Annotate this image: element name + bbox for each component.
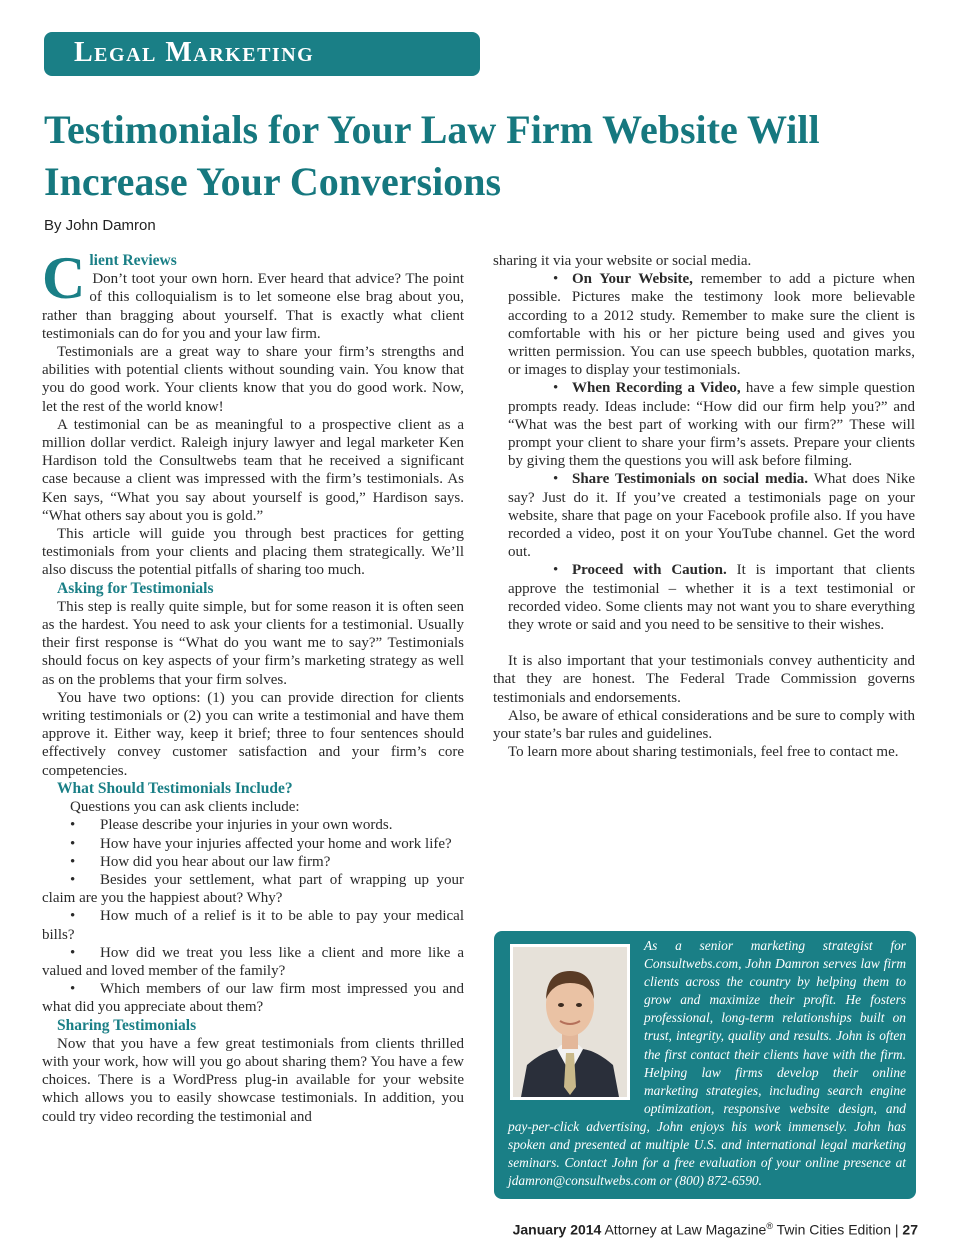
paragraph: You have two options: (1) you can provide direction for clients writing testimonials or (2) you can write a testimonial and have them approve it. Either way, keep it brief; three to four sentences should effectively convey customer satisfaction and your firm’s core competencies. — [42, 689, 464, 779]
paragraph: This step is really quite simple, but for some reason it is often seen as the hardest. You need to ask your clients for a testimonial. Usually their first response is “What do you want me to say?” Testimonials should focus on key aspects of your firm’s marketing strategy as well as on the problems that your firm solves. — [42, 598, 464, 688]
paragraph: It is also important that your testimonials convey authenticity and that they are honest. The Federal Trade Commission governs testimonials and endorsements. — [493, 653, 915, 706]
issue-date: January 2014 — [512, 1221, 602, 1238]
right-column — [493, 252, 915, 761]
section-label: Legal Marketing — [74, 37, 315, 68]
list-item: • How did we treat you less like a client and more like a valued and loved member of the family? — [42, 944, 464, 979]
paragraph: This article will guide you through best practices for getting testimonials from your clients and placing them strategically. We’ll also discuss the potential pitfalls of sharing too much. — [42, 526, 464, 579]
paragraph: Don’t toot your own horn. Ever heard that advice? The point of this colloquialism is to let someone else brag about you, rather than bragging about yourself. That is exactly what client testimonials can do for you and your law firm. — [42, 271, 464, 342]
subhead-include: What Should Testimonials Include? — [57, 779, 293, 797]
paragraph-continued: sharing it via your website or social media. — [493, 253, 752, 269]
section-banner — [44, 32, 480, 76]
tip-website: • On Your Website, remember to add a picture when possible. Pictures make the testimony look more believable according to a 2012 study. Remember to make sure the client is comfortable with his or her picture being used and gives you written permission. You can use speech bubbles, quotation marks, or images to display your testimonials. — [508, 271, 915, 379]
tip-video: • When Recording a Video, have a few simple question prompts ready. Ideas include: “How did our firm help you?” and “What was the best part of working with our firm?” These will prompt your client to share your firm’s assets. Prepare your clients by giving them the questions you will ask before filming. — [508, 380, 915, 470]
page-footer — [513, 1221, 918, 1238]
list-item: • Which members of our law firm most impressed you and what did you appreciate about them? — [42, 981, 464, 1016]
paragraph: Now that you have a few great testimonials from clients thrilled with your work, how will you go about sharing them? You have a few choices. There is a WordPress plug-in available for your website which allows you to easily showcase testimonials. In addition, you could try video recording the testimonial and — [42, 1035, 464, 1125]
edition-name: Twin Cities Edition — [772, 1221, 891, 1238]
questions-list — [42, 816, 464, 1016]
author-bio-box — [494, 931, 916, 1199]
questions-intro: Questions you can ask clients include: — [70, 799, 300, 816]
paragraph: A testimonial can be as meaningful to a prospective client as a million dollar verdict. Raleigh injury lawyer and legal marketer Ken Hardison told the Consultwebs team that he received a significant case because a client was impressed with the firm’s testimonials. As Ken says, “What you say about yourself is good,” Hardison says. “What others say about you is gold.” — [42, 416, 464, 524]
paragraph: Also, be aware of ethical considerations and be sure to comply with your state’s bar rules and guidelines. — [493, 707, 915, 743]
tip-caution: • Proceed with Caution. It is important that clients approve the testimonial – whether it is a text testimonial or recorded video. Some clients may not want you to share everything they wrote or said and you need to be sensitive to their wishes. — [508, 562, 916, 634]
list-item: • How did you hear about our law firm? — [70, 853, 331, 870]
author-photo — [510, 944, 630, 1100]
page-number: 27 — [902, 1221, 918, 1238]
list-item: • Please describe your injuries in your own words. — [70, 817, 393, 834]
byline: By John Damron — [44, 217, 156, 234]
paragraph: To learn more about sharing testimonials, feel free to contact me. — [508, 744, 899, 761]
paragraph: Testimonials are a great way to share your firm’s strengths and abilities with potential clients without sounding vain. You know that you do good work. Your clients know that you do good work. Now, let the rest of the world know! — [42, 344, 464, 415]
publication-name: Attorney at Law Magazine — [601, 1221, 767, 1238]
subhead-client-reviews: lient Reviews — [89, 252, 177, 269]
list-item: • How much of a relief is it to be able to pay your medical bills? — [42, 908, 464, 943]
author-bio-text: As a senior marketing strategist for Consultwebs.com, John Damron serves law firm clients across the country by helping them to grow and maximize their profit. He fosters professional, long-term relationships built on trust, integrity, quality and results. John is often the first contact their clients have with the firm. Helping law firms develop their online marketing strategies, including search engine optimization, responsive website design, and pay-per-click advertising, John enjoys his work immensely. John has spoken and presented at multiple U.S. and international legal marketing seminars. Contact John for a free evaluation of your online presence at jdamron@consultwebs.com or (800) 872-6590. — [508, 938, 906, 1189]
footer-separator: | — [891, 1221, 903, 1238]
list-item: • Besides your settlement, what part of wrapping up your claim are you the happiest about? Why? — [42, 871, 464, 907]
left-column — [42, 245, 464, 1126]
subhead-sharing: Sharing Testimonials — [57, 1016, 197, 1034]
list-item: • How have your injuries affected your home and work life? — [70, 835, 452, 852]
tip-social: • Share Testimonials on social media. What does Nike say? Just do it. If you’ve created a testimonials page on your website, share that page on your Facebook profile also. If you have recorded a video, post it on your YouTube channel. Get the word out. — [508, 471, 915, 561]
subhead-asking: Asking for Testimonials — [57, 579, 214, 597]
intro-paragraph — [42, 245, 464, 343]
registered-mark: ® — [766, 1221, 773, 1231]
drop-cap: C — [42, 245, 86, 311]
article-headline: Testimonials for Your Law Firm Website Will Increase Your Conversions — [44, 107, 820, 204]
